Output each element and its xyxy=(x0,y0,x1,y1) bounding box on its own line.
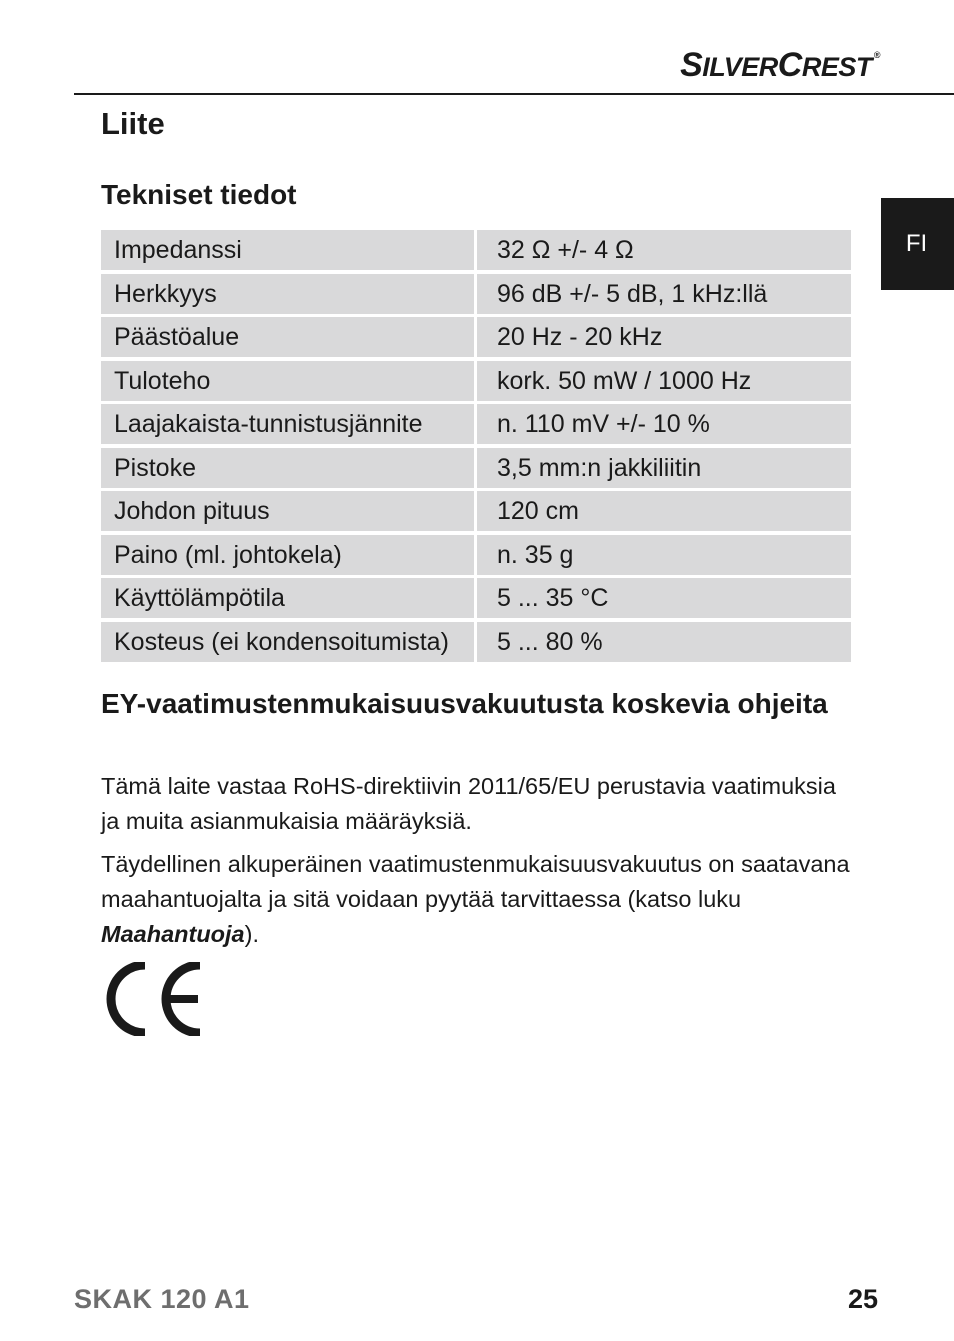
ey-paragraph-1: Tämä laite vastaa RoHS-direktiivin 2011/65/EU perustavia vaatimuksia ja muita asianmukaisia määräyksiä. xyxy=(101,773,836,834)
spec-row-weight xyxy=(101,535,851,575)
spec-heading: Tekniset tiedot xyxy=(101,179,297,210)
spec-row-sensitivity xyxy=(101,274,851,314)
spec-table xyxy=(101,230,851,665)
header-divider xyxy=(74,93,954,95)
ey-paragraph-2 xyxy=(101,847,851,952)
spec-label: Paino (ml. johtokela) xyxy=(101,535,474,575)
page-number: 25 xyxy=(848,1284,879,1314)
ey-heading: EY-vaatimustenmukaisuusvakuutusta koskevia ohjeita xyxy=(101,688,828,719)
spec-label: Tuloteho xyxy=(101,361,474,401)
spec-label: Kosteus (ei kondensoitumista) xyxy=(101,622,474,662)
spec-label: Päästöalue xyxy=(101,317,474,357)
spec-row-impedance xyxy=(101,230,851,270)
spec-row-frequency-range xyxy=(101,317,851,357)
spec-label: Käyttölämpötila xyxy=(101,578,474,618)
spec-value: 120 cm xyxy=(477,491,851,531)
ey-paragraph-2-text: Täydellinen alkuperäinen vaatimustenmukaisuusvakuutus on saatavana maahantuojalta ja sitä voidaan pyytää tarvittaessa (katso luku xyxy=(101,851,850,912)
spec-row-humidity xyxy=(101,622,851,662)
spec-value: n. 110 mV +/- 10 % xyxy=(477,404,851,444)
spec-row-input-power xyxy=(101,361,851,401)
page-title: Liite xyxy=(101,106,165,141)
spec-value: 96 dB +/- 5 dB, 1 kHz:llä xyxy=(477,274,851,314)
ce-mark-icon xyxy=(100,962,204,1036)
spec-value: 20 Hz - 20 kHz xyxy=(477,317,851,357)
spec-label: Herkkyys xyxy=(101,274,474,314)
spec-label: Johdon pituus xyxy=(101,491,474,531)
spec-value: 32 Ω +/- 4 Ω xyxy=(477,230,851,270)
spec-row-plug xyxy=(101,448,851,488)
spec-label: Pistoke xyxy=(101,448,474,488)
spec-value: kork. 50 mW / 1000 Hz xyxy=(477,361,851,401)
spec-value: n. 35 g xyxy=(477,535,851,575)
ey-paragraph-2-end: ). xyxy=(244,921,259,947)
spec-row-broadband-voltage xyxy=(101,404,851,444)
spec-row-operating-temperature xyxy=(101,578,851,618)
spec-value: 5 ... 80 % xyxy=(477,622,851,662)
spec-value: 3,5 mm:n jakkiliitin xyxy=(477,448,851,488)
spec-value: 5 ... 35 °C xyxy=(477,578,851,618)
spec-label: Impedanssi xyxy=(101,230,474,270)
spec-label: Laajakaista-tunnistusjännite xyxy=(101,404,474,444)
footer-model: SKAK 120 A1 xyxy=(74,1284,250,1314)
spec-row-cable-length xyxy=(101,491,851,531)
language-tab: FI xyxy=(881,198,954,290)
brand-logo: SILVERCREST ® xyxy=(680,46,880,84)
importer-reference: Maahantuoja xyxy=(101,921,245,947)
